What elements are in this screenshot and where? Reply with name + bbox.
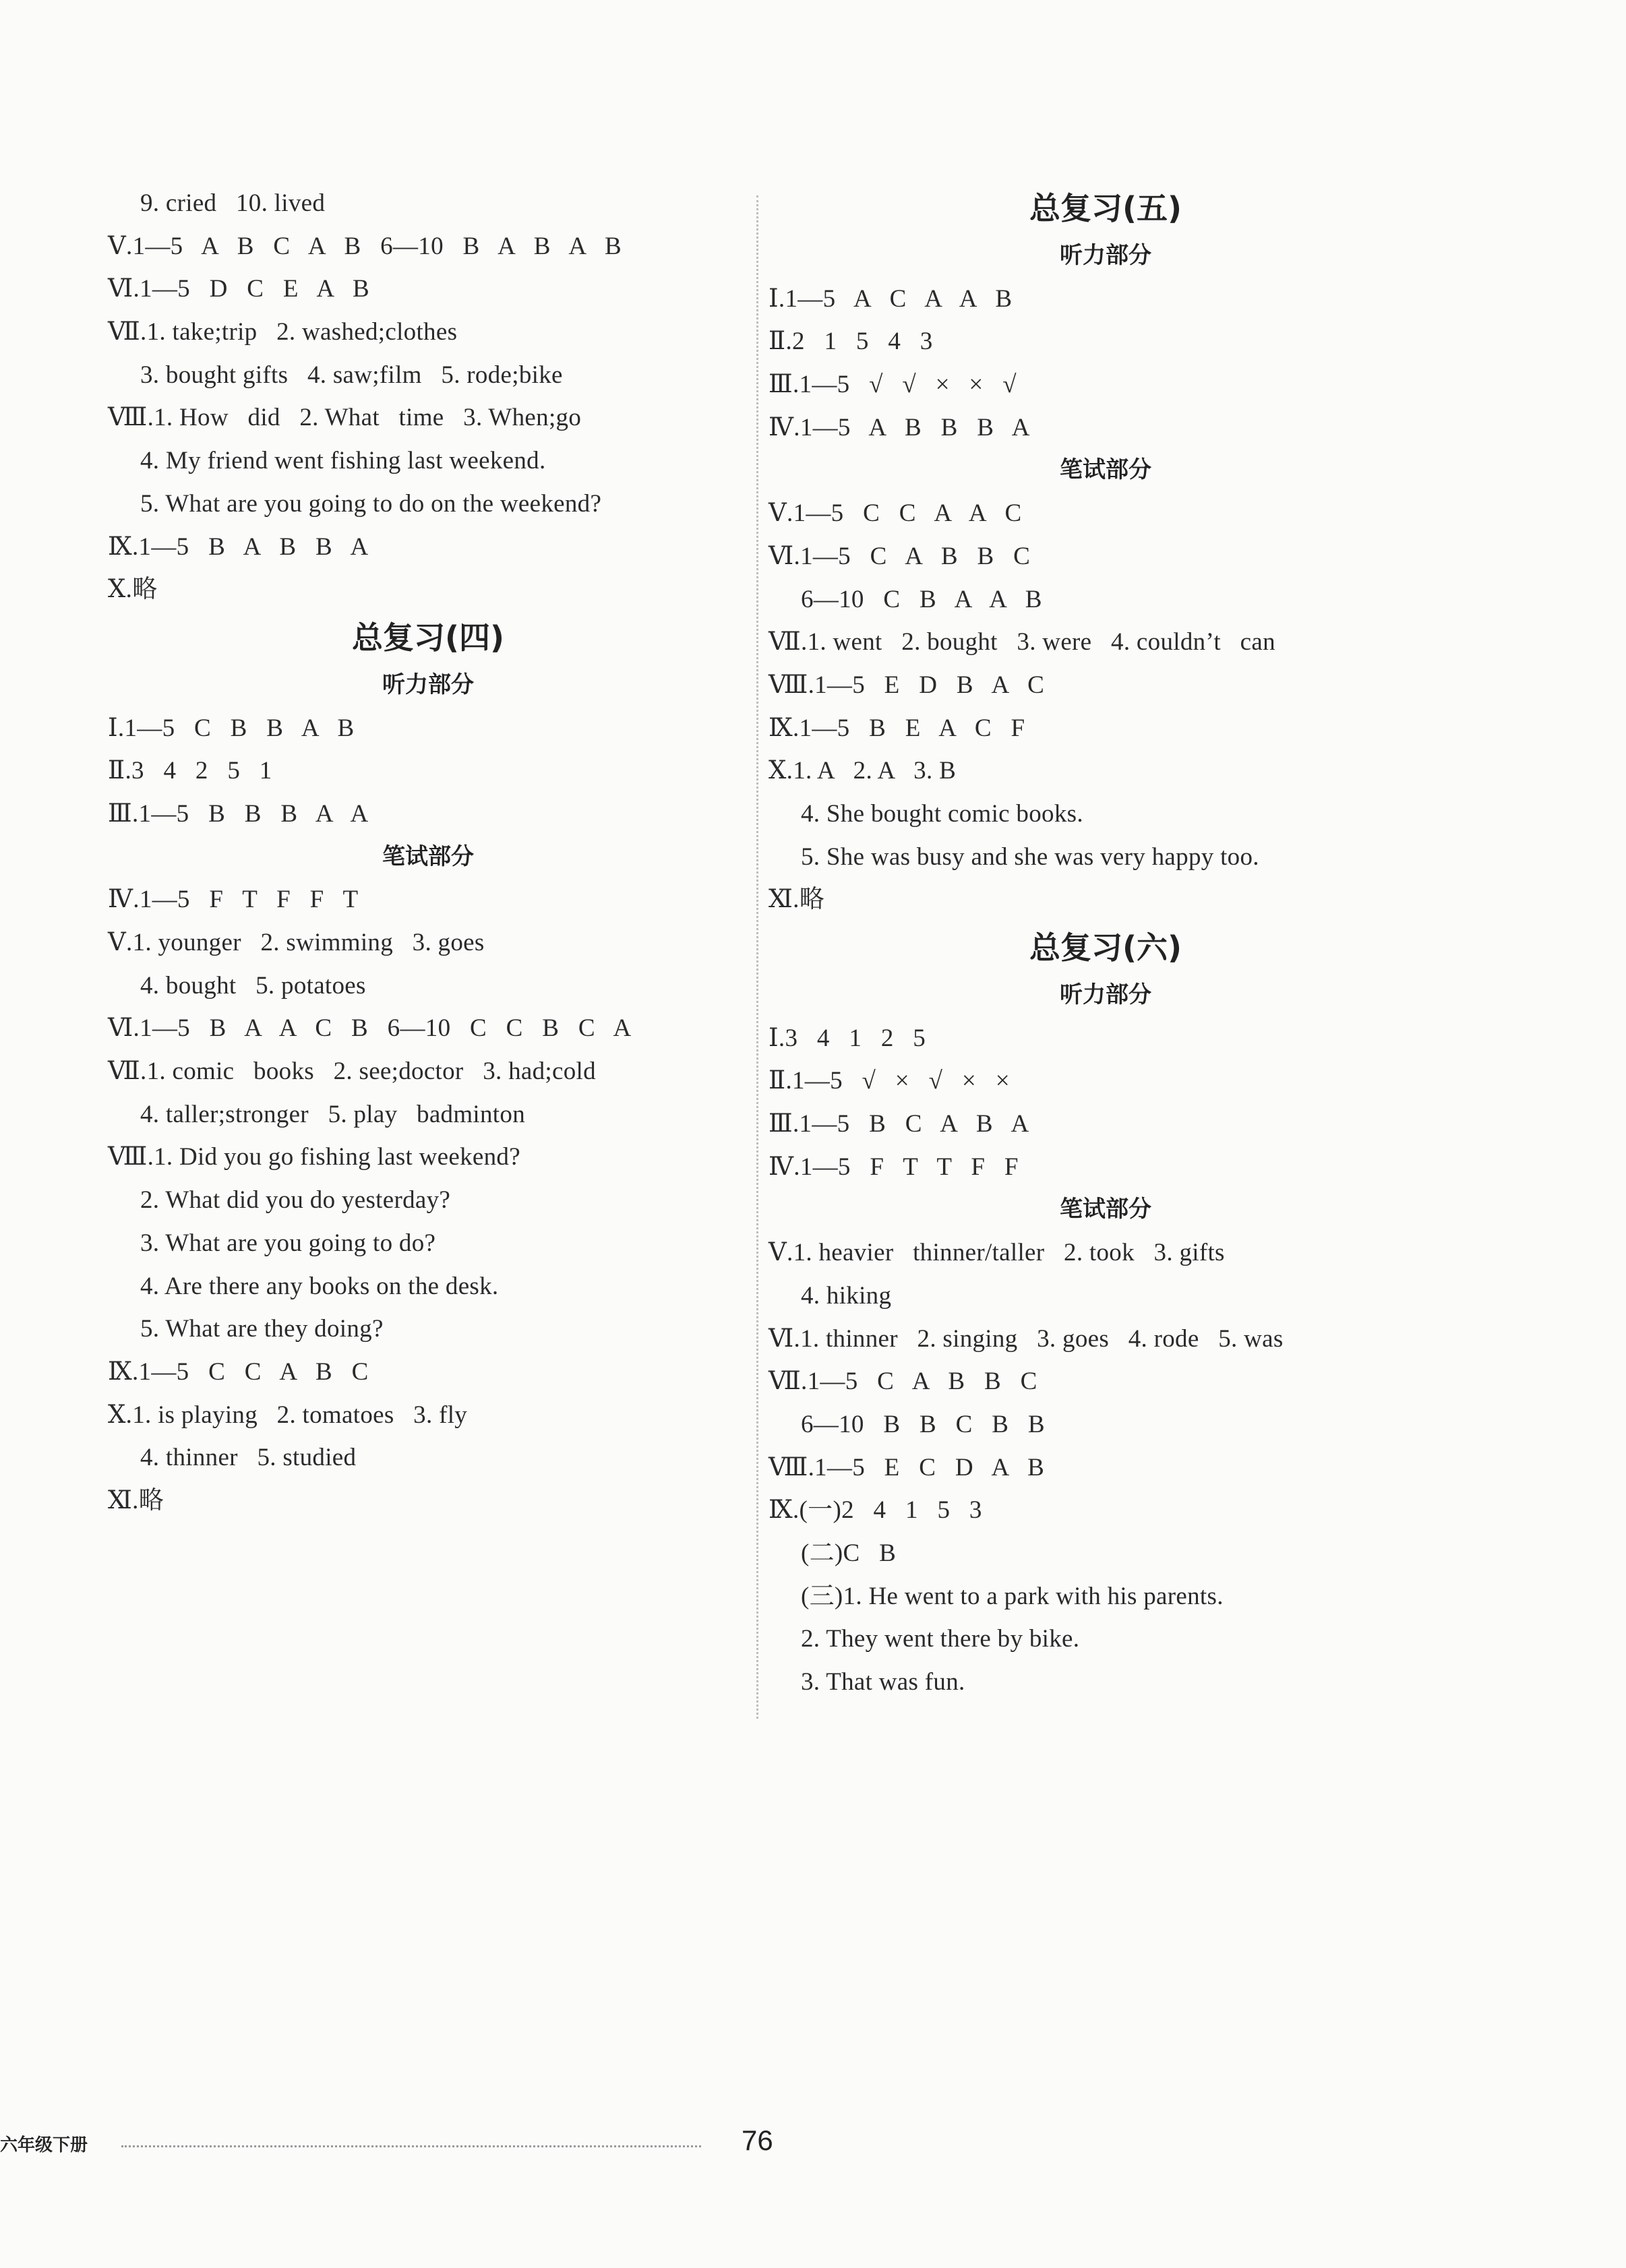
answer-line: 6—10 B B C B B [801, 1410, 1045, 1438]
answer-line: 4. bought 5. potatoes [140, 971, 366, 1000]
answer-line: Ⅷ.1—5 E D B A C [769, 671, 1045, 699]
answer-line: Ⅹ.1. A 2. A 3. B [769, 757, 957, 785]
subsection-heading: 笔试部分 [1060, 1196, 1151, 1223]
answer-line: Ⅹ.1. is playing 2. tomatoes 3. fly [108, 1401, 468, 1429]
answer-line: Ⅰ.1—5 C B B A B [108, 714, 355, 742]
answer-line: Ⅴ.1—5 C C A A C [769, 499, 1022, 528]
answer-line: 5. What are you going to do on the weekend? [140, 489, 602, 518]
answer-line: 3. bought gifts 4. saw;film 5. rode;bike [140, 361, 563, 389]
answer-line: Ⅶ.1—5 C A B B C [769, 1368, 1037, 1396]
page-number: 76 [742, 2124, 773, 2156]
answer-line: Ⅸ.1—5 C C A B C [108, 1357, 369, 1386]
answer-line: (二)C B [801, 1539, 897, 1567]
answer-line: Ⅷ.1. Did you go fishing last weekend? [108, 1143, 520, 1171]
answer-line: 2. What did you do yesterday? [140, 1186, 451, 1215]
answer-line: Ⅲ.1—5 B C A B A [769, 1110, 1029, 1138]
answer-line: Ⅱ.1—5 √ × √ × × [769, 1067, 1010, 1095]
answer-line: 4. thinner 5. studied [140, 1444, 357, 1472]
answer-line: Ⅸ.1—5 B E A C F [769, 714, 1025, 742]
answer-line: Ⅵ.1—5 C A B B C [769, 542, 1031, 570]
column-divider [756, 195, 758, 1719]
subsection-heading: 听力部分 [382, 671, 474, 698]
answer-line: Ⅺ.略 [769, 886, 824, 914]
section-heading: 总复习(五) [1029, 190, 1182, 226]
answer-line: Ⅳ.1—5 A B B B A [769, 413, 1030, 441]
answer-line: 4. Are there any books on the desk. [140, 1272, 499, 1300]
answer-line: 4. My friend went fishing last weekend. [140, 447, 546, 475]
left-column [108, 182, 748, 1523]
answer-line: Ⅴ.1. younger 2. swimming 3. goes [108, 929, 485, 956]
answer-line: 3. What are you going to do? [140, 1229, 436, 1257]
answer-line: Ⅸ.1—5 B A B B A [108, 532, 369, 561]
answer-line: 4. She bought comic books. [801, 799, 1083, 828]
right-column [769, 182, 1443, 1704]
answer-line: 2. They went there by bike. [801, 1625, 1080, 1653]
answer-line: Ⅲ.1—5 √ √ × × √ [769, 371, 1017, 399]
answer-line: Ⅳ.1—5 F T F F T [108, 886, 359, 914]
answer-line: Ⅸ.(一)2 4 1 5 3 [769, 1496, 982, 1525]
answer-line: Ⅷ.1—5 E C D A B [769, 1453, 1045, 1481]
answer-line: Ⅱ.3 4 2 5 1 [108, 757, 272, 785]
answer-line: Ⅶ.1. take;trip 2. washed;clothes [108, 318, 458, 346]
grade-label: 六年级下册 [0, 2135, 88, 2155]
subsection-heading: 笔试部分 [382, 842, 474, 870]
answer-line: Ⅰ.1—5 A C A A B [769, 284, 1013, 313]
subsection-heading: 听力部分 [1060, 981, 1151, 1008]
answer-line: Ⅴ.1—5 A B C A B 6—10 B A B A B [108, 232, 622, 260]
footer-dotted-rule [121, 2145, 701, 2147]
answer-line: Ⅱ.2 1 5 4 3 [769, 328, 933, 356]
answer-line: 5. What are they doing? [140, 1315, 384, 1343]
section-heading: 总复习(六) [1029, 929, 1182, 966]
page-footer [0, 2123, 876, 2164]
answer-line: 3. That was fun. [801, 1668, 965, 1696]
section-heading: 总复习(四) [351, 619, 505, 656]
answer-line: Ⅺ.略 [108, 1486, 164, 1514]
answer-line: 4. hiking [801, 1281, 892, 1310]
answer-line: 9. cried 10. lived [140, 189, 326, 217]
answer-line: Ⅵ.1. thinner 2. singing 3. goes 4. rode 5. was [769, 1324, 1284, 1353]
answer-line: 5. She was busy and she was very happy too. [801, 842, 1259, 871]
answer-line: Ⅹ.略 [108, 576, 158, 604]
answer-line: Ⅴ.1. heavier thinner/taller 2. took 3. gifts [769, 1239, 1225, 1267]
subsection-heading: 听力部分 [1060, 242, 1151, 269]
answer-line: Ⅶ.1. went 2. bought 3. were 4. couldn’t can [769, 628, 1275, 656]
answer-line: (三)1. He went to a park with his parents. [801, 1582, 1224, 1610]
answer-line: Ⅰ.3 4 1 2 5 [769, 1024, 926, 1052]
subsection-heading: 笔试部分 [1060, 456, 1151, 484]
answer-line: Ⅵ.1—5 B A A C B 6—10 C C B C A [108, 1014, 632, 1043]
answer-line: Ⅷ.1. How did 2. What time 3. When;go [108, 404, 582, 432]
answer-line: 4. taller;stronger 5. play badminton [140, 1100, 525, 1128]
answer-line: Ⅲ.1—5 B B B A A [108, 799, 369, 828]
answer-line: 6—10 C B A A B [801, 585, 1042, 613]
answer-line: Ⅵ.1—5 D C E A B [108, 275, 370, 303]
answer-line: Ⅳ.1—5 F T T F F [769, 1153, 1019, 1181]
answer-line: Ⅶ.1. comic books 2. see;doctor 3. had;cold [108, 1058, 596, 1086]
